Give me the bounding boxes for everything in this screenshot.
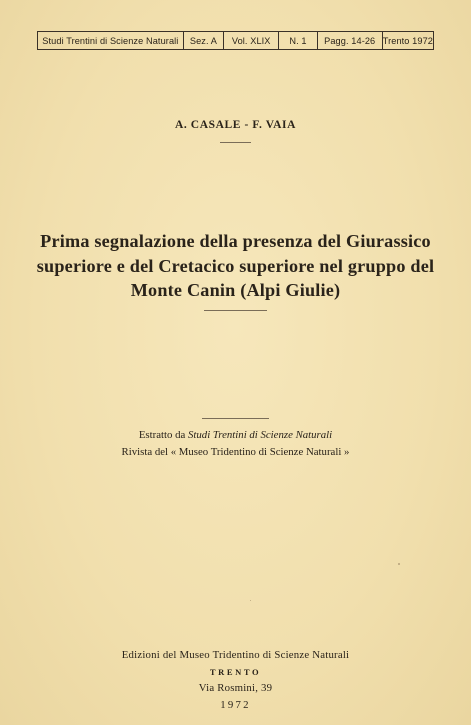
extract-line-1	[0, 427, 471, 444]
publisher-block	[0, 647, 471, 713]
extract-prefix: Estratto da	[138, 429, 186, 441]
title-line: Prima segnalazione della presenza del Giurassico	[40, 231, 431, 251]
extract-rule	[202, 418, 269, 419]
paper-speck	[250, 600, 251, 601]
title-rule	[204, 310, 267, 311]
extract-line-2: Rivista del « Museo Tridentino di Scienze Naturali »	[121, 446, 350, 458]
journal-header-box	[37, 31, 434, 50]
title-line: superiore e del Cretacico superiore nel gruppo del	[36, 255, 435, 276]
header-place-year: Trento 1972	[382, 32, 433, 49]
header-journal: Studi Trentini di Scienze Naturali	[42, 35, 179, 46]
authors-rule	[220, 142, 251, 143]
paper-speck	[398, 563, 400, 565]
header-number: N. 1	[278, 32, 316, 49]
paper-title	[30, 229, 441, 303]
header-pages: Pagg. 14-26	[317, 32, 382, 49]
header-section: Sez. A	[183, 32, 223, 49]
publisher-city: TRENTO	[209, 666, 262, 677]
authors: A. CASALE - F. VAIA	[174, 119, 297, 131]
publication-year: 1972	[220, 698, 251, 711]
extract-journal: Studi Trentini di Scienze Naturali	[188, 429, 333, 441]
title-line: Monte Canin (Alpi Giulie)	[130, 280, 341, 300]
extract-note	[0, 427, 471, 461]
publisher-name: Edizioni del Museo Tridentino di Scienze Naturali	[121, 649, 350, 661]
publisher-address: Via Rosmini, 39	[198, 682, 273, 694]
header-volume: Vol. XLIX	[223, 32, 278, 49]
